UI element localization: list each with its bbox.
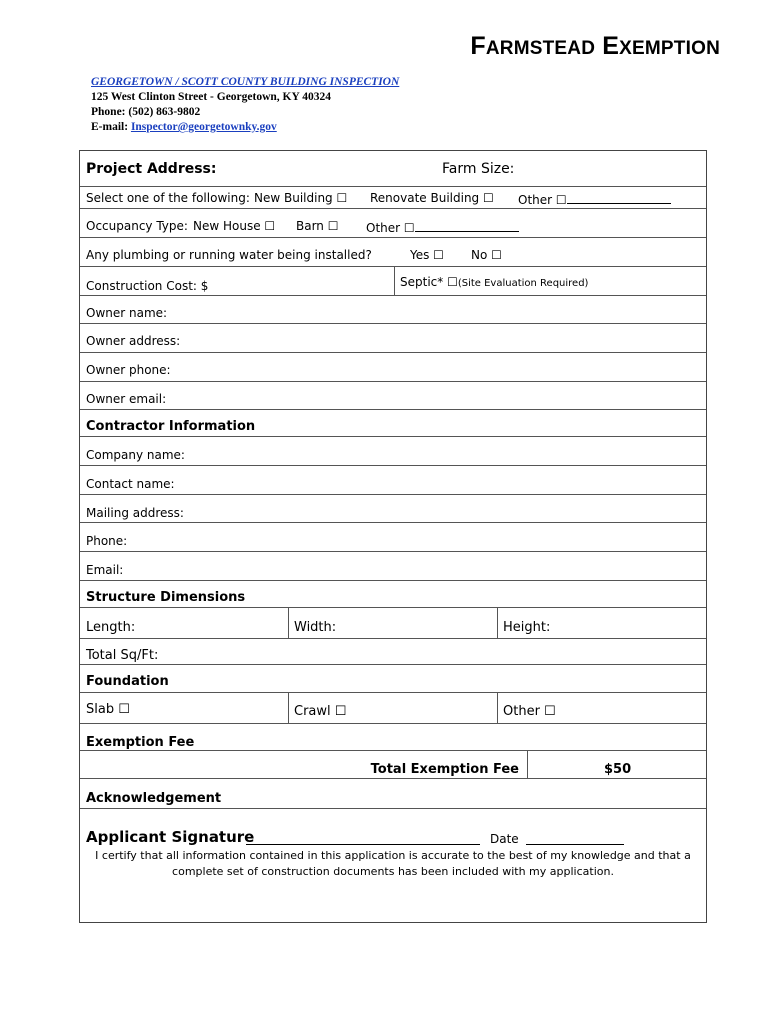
slab-checkbox[interactable]: Slab ☐ bbox=[86, 702, 130, 717]
building-type-label: Select one of the following: bbox=[86, 191, 250, 205]
contact-name-row[interactable] bbox=[80, 466, 706, 495]
farm-size-label: Farm Size: bbox=[442, 161, 515, 177]
exemption-form bbox=[79, 150, 707, 923]
dimensions-row bbox=[80, 608, 706, 639]
contractor-phone-label: Phone: bbox=[86, 534, 128, 548]
certification-text bbox=[80, 848, 706, 880]
new-building-checkbox[interactable]: New Building ☐ bbox=[254, 191, 348, 205]
ack-heading: Acknowledgement bbox=[86, 791, 222, 806]
ack-heading-row bbox=[80, 779, 706, 809]
project-address-label: Project Address: bbox=[86, 161, 217, 177]
cert-line-1: I certify that all information contained in this application is accurate to the best of my knowledge and that a bbox=[95, 849, 691, 862]
owner-address-label: Owner address: bbox=[86, 334, 181, 348]
office-contact-block bbox=[91, 75, 399, 135]
barn-checkbox[interactable]: Barn ☐ bbox=[296, 219, 339, 233]
cert-line-2: complete set of construction documents has been included with my application. bbox=[172, 865, 614, 878]
plumbing-row bbox=[80, 238, 706, 267]
date-label: Date bbox=[490, 832, 519, 846]
company-name-row[interactable] bbox=[80, 437, 706, 466]
plumbing-question: Any plumbing or running water being installed? bbox=[86, 248, 372, 262]
width-label[interactable]: Width: bbox=[294, 620, 337, 635]
fee-amount: $50 bbox=[604, 762, 632, 777]
height-label[interactable]: Height: bbox=[503, 620, 551, 635]
owner-address-row[interactable] bbox=[80, 324, 706, 353]
other-occupancy-checkbox[interactable]: Other ☐ bbox=[366, 219, 519, 235]
mailing-address-row[interactable] bbox=[80, 495, 706, 523]
date-line[interactable] bbox=[526, 832, 624, 845]
crawl-checkbox[interactable]: Crawl ☐ bbox=[294, 704, 347, 719]
building-type-row bbox=[80, 187, 706, 209]
owner-email-row[interactable] bbox=[80, 382, 706, 410]
org-link[interactable]: GEORGETOWN / SCOTT COUNTY BUILDING INSPECTION bbox=[91, 76, 400, 88]
septic-checkbox[interactable]: Septic* ☐(Site Evaluation Required) bbox=[400, 275, 589, 289]
other-building-checkbox[interactable]: Other ☐ bbox=[518, 191, 671, 207]
mailing-address-label: Mailing address: bbox=[86, 506, 184, 520]
signature-line[interactable] bbox=[246, 832, 480, 845]
total-fee-label: Total Exemption Fee bbox=[370, 762, 519, 777]
occupancy-label: Occupancy Type: bbox=[86, 219, 188, 233]
owner-phone-row[interactable] bbox=[80, 353, 706, 382]
occupancy-row bbox=[80, 209, 706, 238]
foundation-heading-row bbox=[80, 665, 706, 693]
project-address-row bbox=[80, 151, 706, 187]
contractor-phone-row[interactable] bbox=[80, 523, 706, 552]
contact-name-label: Contact name: bbox=[86, 477, 175, 491]
total-sqft-row[interactable] bbox=[80, 639, 706, 665]
foundation-divider-1 bbox=[288, 693, 289, 723]
other-foundation-checkbox[interactable]: Other ☐ bbox=[503, 704, 556, 719]
owner-email-label: Owner email: bbox=[86, 392, 167, 406]
foundation-divider-2 bbox=[497, 693, 498, 723]
dimensions-divider-2 bbox=[497, 608, 498, 638]
cost-row-divider bbox=[394, 267, 395, 295]
office-email-line: E-mail: Inspector@georgetownky.gov bbox=[91, 121, 277, 133]
total-sqft-label: Total Sq/Ft: bbox=[86, 648, 159, 663]
dimensions-heading-row bbox=[80, 581, 706, 608]
contractor-heading: Contractor Information bbox=[86, 419, 256, 434]
fee-heading-row bbox=[80, 724, 706, 751]
owner-name-label: Owner name: bbox=[86, 306, 168, 320]
cost-row bbox=[80, 267, 706, 296]
office-phone: Phone: (502) 863-9802 bbox=[91, 106, 201, 118]
new-house-checkbox[interactable]: New House ☐ bbox=[193, 219, 276, 233]
contractor-heading-row bbox=[80, 410, 706, 437]
plumbing-yes-checkbox[interactable]: Yes ☐ bbox=[410, 248, 444, 262]
office-address: 125 West Clinton Street - Georgetown, KY 40324 bbox=[91, 91, 331, 103]
foundation-heading: Foundation bbox=[86, 674, 169, 689]
page-title: FARMSTEAD EXEMPTION bbox=[470, 32, 720, 60]
fee-heading: Exemption Fee bbox=[86, 735, 195, 750]
owner-phone-label: Owner phone: bbox=[86, 363, 171, 377]
signature-label: Applicant Signature bbox=[86, 828, 255, 846]
contractor-email-row[interactable] bbox=[80, 552, 706, 581]
length-label[interactable]: Length: bbox=[86, 620, 136, 635]
contractor-email-label: Email: bbox=[86, 563, 124, 577]
plumbing-no-checkbox[interactable]: No ☐ bbox=[471, 248, 502, 262]
fee-total-row bbox=[80, 751, 706, 779]
renovate-building-checkbox[interactable]: Renovate Building ☐ bbox=[370, 191, 494, 205]
fee-divider bbox=[527, 751, 528, 778]
owner-name-row[interactable] bbox=[80, 296, 706, 324]
construction-cost-label: Construction Cost: $ bbox=[86, 279, 209, 293]
dimensions-heading: Structure Dimensions bbox=[86, 590, 246, 605]
foundation-row bbox=[80, 693, 706, 724]
dimensions-divider-1 bbox=[288, 608, 289, 638]
email-link[interactable]: Inspector@georgetownky.gov bbox=[130, 121, 277, 133]
company-name-label: Company name: bbox=[86, 448, 185, 462]
